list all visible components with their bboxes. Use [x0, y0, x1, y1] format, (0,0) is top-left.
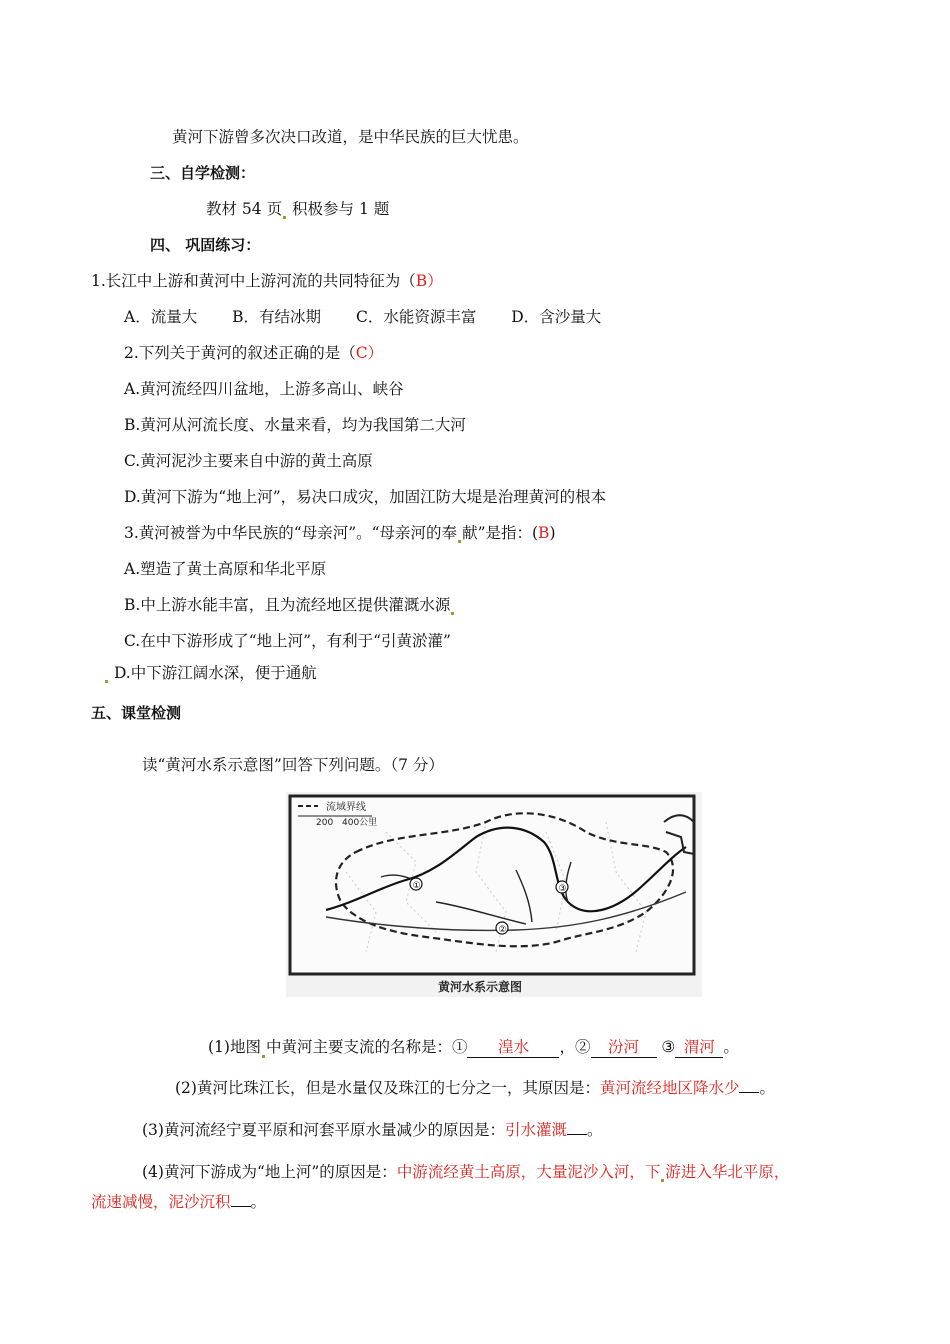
answer-4-blank	[231, 1206, 251, 1207]
q2-option-a: A.黄河流经四川盆地，上游多高山、峡谷	[124, 380, 404, 398]
marker-2-label: ②	[498, 925, 507, 935]
marker-3-label: ③	[558, 884, 567, 894]
answer-4-fill-line-2: 流速减慢，泥沙沉积	[91, 1193, 231, 1211]
participation-text: 积极参与 1 题	[292, 200, 390, 218]
q1-option-b: B．有结冰期	[232, 308, 322, 326]
legend-label: 流域界线	[326, 802, 366, 813]
answer-3-prefix: (3)黄河流经宁夏平原和河套平原水量减少的原因是：	[142, 1121, 505, 1139]
question-3-stem-b: 献”是指：(	[462, 524, 539, 542]
answer-1-blank-3: 渭河	[675, 1037, 723, 1058]
stray-dot	[283, 216, 286, 219]
q1-option-a: A．流量大	[124, 308, 198, 326]
stray-dot	[262, 1055, 265, 1058]
answer-4-fill-a: 中游流经黄土高原，大量泥沙入河，下	[396, 1163, 661, 1181]
answer-1-prefix-b: 中黄河主要支流的名称是：①	[265, 1038, 468, 1056]
question-3-stem-a: 3.黄河被誉为中华民族的“母亲河”。“母亲河的奉	[124, 524, 458, 542]
q3-option-c: C.在中下游形成了“地上河”，有利于“引黄淤灌”	[124, 632, 451, 650]
stray-dot	[661, 1179, 664, 1182]
answer-3-fill: 引水灌溉	[504, 1121, 567, 1139]
q1-option-d: D．含沙量大	[511, 308, 602, 326]
answer-2-fill: 黄河流经地区降水少	[599, 1079, 740, 1097]
answer-1	[208, 1037, 739, 1058]
question-1-close: ）	[427, 272, 443, 290]
map-caption: 黄河水系示意图	[438, 980, 523, 994]
q3-option-a: A.塑造了黄土高原和华北平原	[124, 560, 327, 578]
stray-dot	[105, 680, 108, 683]
question-1-options	[124, 307, 631, 327]
answer-4	[142, 1162, 789, 1182]
section-4-heading: 四、 巩固练习：	[150, 236, 261, 254]
question-2-close: ）	[367, 344, 384, 362]
answer-4-end: 。	[250, 1193, 267, 1211]
question-1	[91, 271, 443, 291]
q2-option-c: C.黄河泥沙主要来自中游的黄土高原	[124, 452, 373, 470]
question-1-answer: B	[415, 272, 428, 290]
map-drawing	[286, 792, 702, 997]
scale-400: 400公里	[342, 818, 378, 828]
question-1-stem: 1.长江中上游和黄河中上游河流的共同特征为（	[91, 272, 416, 290]
answer-1-blank-1: 湟水	[467, 1037, 559, 1058]
q2-option-b: B.黄河从河流长度、水量来看，均为我国第二大河	[124, 416, 466, 434]
q3-option-d-row	[104, 663, 317, 683]
q1-option-c: C．水能资源丰富	[355, 308, 477, 326]
question-3-close: )	[549, 524, 556, 542]
q2-option-d: D.黄河下游为“地上河”，易决口成灾，加固江防大堤是治理黄河的根本	[124, 488, 607, 506]
q3-option-b: B.中上游水能丰富，且为流经地区提供灌溉水源	[124, 596, 451, 614]
answer-3-blank	[567, 1134, 587, 1135]
section-3-heading: 三、自学检测：	[150, 164, 256, 182]
section-5-heading: 五、课堂检测	[91, 704, 182, 722]
answer-2-end: 。	[759, 1079, 775, 1097]
answer-1-sep-2: ③	[656, 1038, 676, 1056]
yellow-river-map	[286, 792, 702, 997]
stray-dot	[451, 612, 454, 615]
stray-dot	[458, 540, 461, 543]
answer-4-fill-b: 游进入华北平原，	[665, 1163, 790, 1181]
answer-1-prefix-a: (1)地图	[208, 1038, 261, 1056]
section-5-instruction: 读“黄河水系示意图”回答下列问题。（7 分）	[142, 756, 444, 774]
answer-3	[142, 1120, 603, 1140]
question-2	[124, 343, 383, 363]
scale-200: 200	[316, 818, 334, 828]
question-3-answer: B	[538, 524, 550, 542]
q3-option-d: D.中下游江阔水深，便于通航	[113, 664, 317, 682]
textbook-page: 教材 54 页	[206, 200, 283, 218]
question-2-answer: C	[355, 344, 368, 362]
answer-4-line-2	[91, 1192, 266, 1212]
answer-1-end: 。	[723, 1038, 739, 1056]
question-2-stem: 2.下列关于黄河的叙述正确的是（	[124, 344, 356, 362]
answer-2-prefix: (2)黄河比珠江长，但是水量仅及珠江的七分之一，其原因是：	[175, 1079, 600, 1097]
answer-2-blank	[739, 1092, 759, 1093]
intro-line: 黄河下游曾多次决口改道，是中华民族的巨大忧患。	[172, 128, 529, 146]
answer-1-sep-1: ，②	[559, 1038, 591, 1056]
q3-option-b-row	[124, 595, 455, 615]
answer-3-end: 。	[586, 1121, 603, 1139]
question-3	[124, 523, 556, 543]
answer-1-blank-2: 汾河	[591, 1037, 657, 1058]
marker-1-label: ①	[412, 881, 421, 891]
answer-2	[175, 1078, 775, 1098]
answer-4-prefix: (4)黄河下游成为“地上河”的原因是：	[142, 1163, 397, 1181]
section-3-text	[206, 199, 389, 219]
